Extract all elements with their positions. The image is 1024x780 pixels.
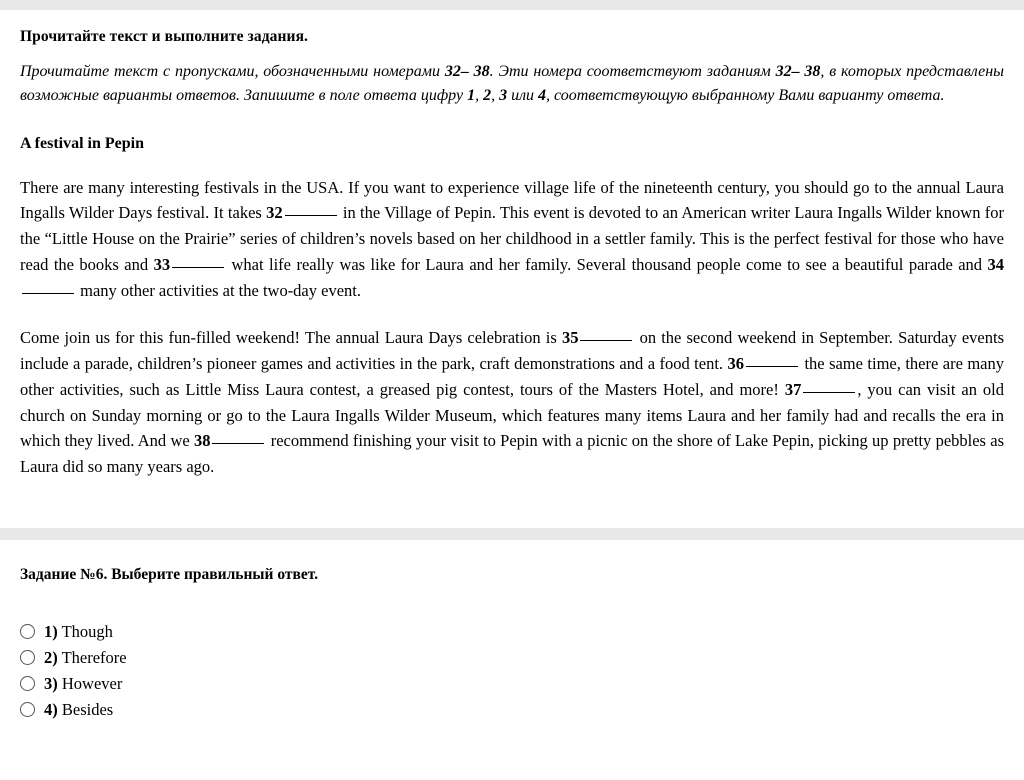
answer-gap [803, 392, 855, 393]
section-divider [0, 528, 1024, 540]
task-instructions: Прочитайте текст с пропусками, обозначенными номерами 32– 38. Эти номера соответствуют заданиям 32– 38, в которых представлены возможные варианты ответов. Запишите в поле ответа цифру 1, 2, 3 или 4, соответствующую выбранному Вами варианту ответа. [20, 63, 1005, 105]
answer-option-label: 2) Therefore [44, 647, 127, 667]
radio-icon[interactable] [20, 702, 35, 717]
answer-gap [22, 293, 74, 294]
answer-option-label: 1) Though [44, 621, 113, 641]
answer-options-list [20, 622, 1004, 720]
reading-task-section [0, 28, 1024, 480]
answer-option-4[interactable] [20, 700, 1004, 720]
question-heading: Задание №6. Выберите правильный ответ. [20, 565, 319, 583]
question-section [0, 566, 1024, 720]
answer-gap [285, 215, 337, 216]
task-heading: Прочитайте текст и выполните задания. [20, 28, 309, 45]
answer-gap [212, 443, 264, 444]
reading-text-title: A festival in Pepin [20, 134, 145, 152]
answer-option-label: 4) Besides [44, 699, 114, 719]
radio-icon[interactable] [20, 624, 35, 639]
answer-option-3[interactable] [20, 674, 1004, 694]
radio-icon[interactable] [20, 650, 35, 665]
answer-option-label: 3) However [44, 673, 123, 693]
answer-gap [746, 366, 798, 367]
reading-paragraph-1: There are many interesting festivals in the USA. If you want to experience village life of the nineteenth century, you should go to the annual Laura Ingalls Wilder Days festival. It takes 32 in the Village of Pepin. This event is devoted to an American writer Laura Ingalls Wilder known for the “Little House on the Prairie” series of children’s novels based on her childhood in a settler family. This is the perfect festival for those who have read the books and 33 what life really was like for Laura and her family. Several thousand people come to see a beautiful parade and 34 many other activities at the two-day event. [20, 177, 1004, 300]
reading-paragraph-2: Come join us for this fun-filled weekend! The annual Laura Days celebration is 35 on the second weekend in September. Saturday events include a parade, children’s pioneer games and activities in the park, craft demonstrations and a food tent. 36 the same time, there are many other activities, such as Little Miss Laura contest, a greased pig contest, tours of the Masters Hotel, and more! 37 , you can visit an old church on Sunday morning or go to the Laura Ingalls Wilder Museum, which features many items Laura and her family had and recalls the era in which they lived. And we 38 recommend finishing your visit to Pepin with a picnic on the shore of Lake Pepin, picking up pretty pebbles as Laura did so many years ago. [20, 328, 1005, 476]
answer-option-2[interactable] [20, 648, 1004, 668]
answer-gap [172, 267, 224, 268]
top-strip [0, 0, 1024, 10]
radio-icon[interactable] [20, 676, 35, 691]
answer-gap [580, 340, 632, 341]
answer-option-1[interactable] [20, 622, 1004, 642]
